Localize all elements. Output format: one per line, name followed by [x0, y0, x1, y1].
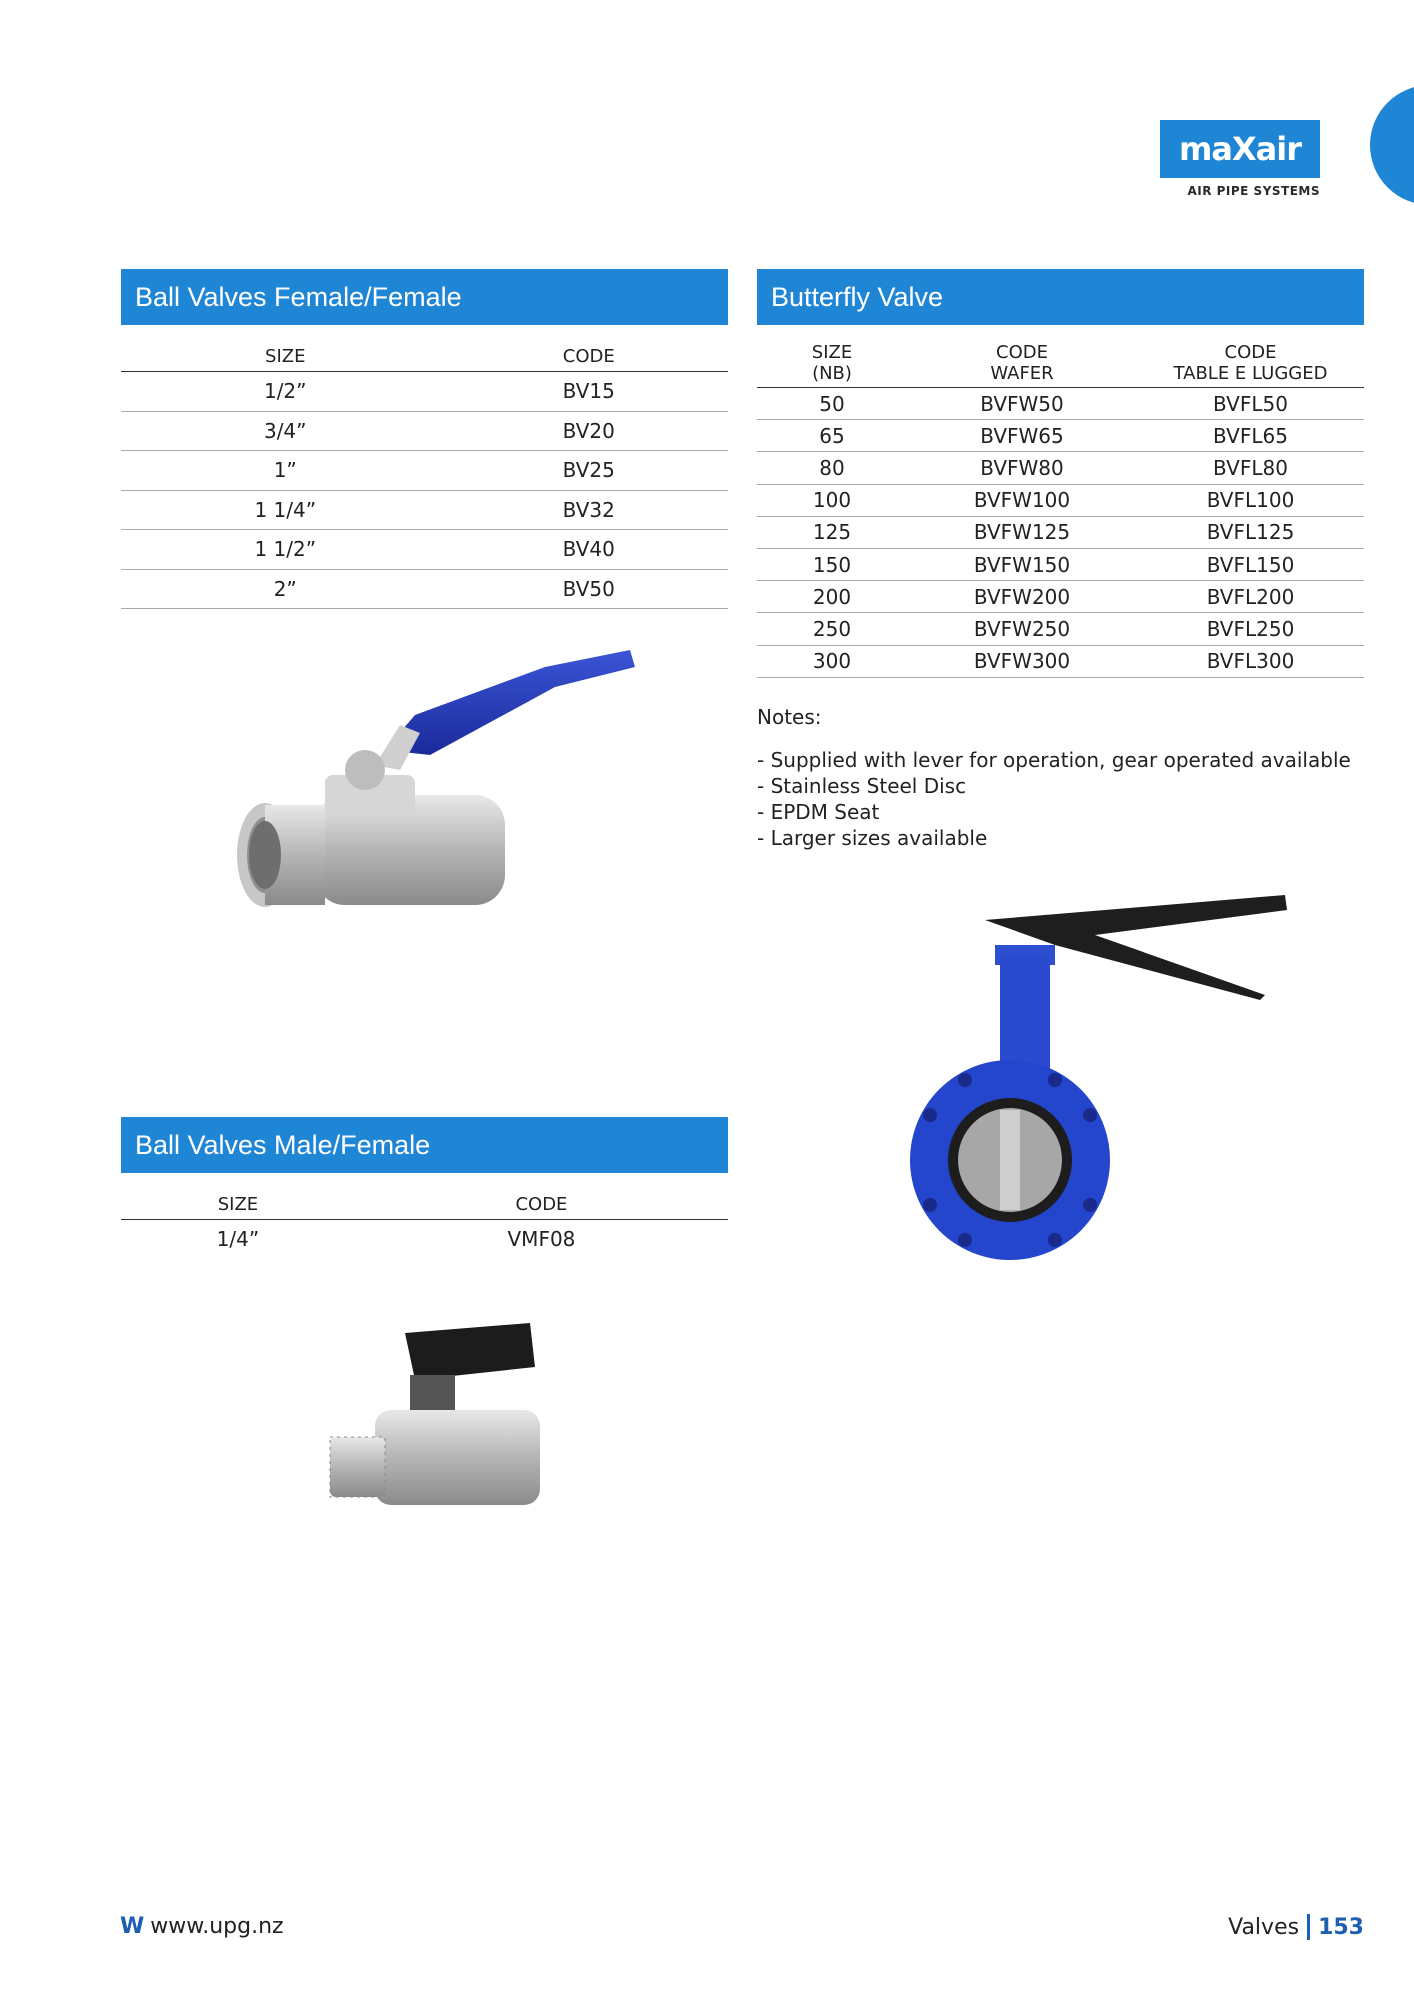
section-title-ball-valves-ff: Ball Valves Female/Female: [121, 269, 728, 325]
logo-tagline: AIR PIPE SYSTEMS: [1187, 184, 1320, 198]
table-header-row: [121, 1189, 728, 1220]
note-item: - Supplied with lever for operation, gear operated available: [757, 748, 1351, 772]
ball-valves-mf-table: [121, 1189, 728, 1259]
table-cell: BVFL65: [1137, 420, 1364, 452]
table-cell: 125: [757, 516, 907, 548]
table-cell: 250: [757, 613, 907, 645]
web-label: W: [120, 1914, 145, 1939]
website-link[interactable]: www.upg.nz: [150, 1914, 284, 1939]
table-cell: BV50: [450, 569, 728, 609]
note-item: - Larger sizes available: [757, 826, 988, 850]
table-row: [121, 569, 728, 609]
table-cell: 1 1/2”: [121, 530, 450, 570]
table-row: [121, 1220, 728, 1259]
section-title-butterfly-valve: Butterfly Valve: [757, 269, 1364, 325]
size-header: SIZE: [121, 1189, 355, 1220]
table-row: [121, 530, 728, 570]
table-cell: BVFL250: [1137, 613, 1364, 645]
code-wafer-header: [907, 339, 1137, 388]
table-cell: 3/4”: [121, 411, 450, 451]
footer-website: [120, 1914, 284, 1939]
table-row: [121, 411, 728, 451]
table-cell: BV20: [450, 411, 728, 451]
table-cell: 1/2”: [121, 372, 450, 412]
lugged-header-line2: TABLE E LUGGED: [1173, 363, 1328, 384]
table-cell: BVFL150: [1137, 548, 1364, 580]
table-cell: BVFW50: [907, 388, 1137, 420]
code-header-line1: CODE: [1224, 342, 1277, 363]
table-cell: 1 1/4”: [121, 490, 450, 530]
table-cell: BVFL125: [1137, 516, 1364, 548]
code-lugged-header: [1137, 339, 1364, 388]
size-header: SIZE: [121, 341, 450, 372]
code-header: CODE: [450, 341, 728, 372]
table-cell: BVFW300: [907, 645, 1137, 677]
table-cell: 300: [757, 645, 907, 677]
table-cell: 80: [757, 452, 907, 484]
size-header-line1: SIZE: [811, 342, 853, 363]
page-side-tab: [1370, 85, 1414, 205]
page-number: 153: [1318, 1914, 1364, 1940]
table-cell: BVFL100: [1137, 484, 1364, 516]
table-cell: BV25: [450, 451, 728, 491]
section-name: Valves: [1228, 1914, 1300, 1940]
table-cell: 100: [757, 484, 907, 516]
table-cell: BVFW150: [907, 548, 1137, 580]
maxair-logo: [1160, 120, 1320, 198]
logo-wordmark: maXair: [1160, 120, 1320, 178]
table-row: [757, 484, 1364, 516]
footer-page-info: [1228, 1914, 1364, 1940]
table-header-row: [757, 339, 1364, 388]
table-row: [757, 388, 1364, 420]
table-row: [121, 372, 728, 412]
code-header-line1: CODE: [996, 342, 1048, 363]
table-cell: BVFW125: [907, 516, 1137, 548]
butterfly-valve-table: [757, 339, 1364, 678]
wafer-header-line2: WAFER: [990, 363, 1054, 384]
table-row: [757, 581, 1364, 613]
table-cell: BVFL80: [1137, 452, 1364, 484]
table-cell: BV40: [450, 530, 728, 570]
butterfly-valve-image: [895, 890, 1295, 1280]
table-row: [121, 451, 728, 491]
table-row: [757, 452, 1364, 484]
table-header-row: [121, 341, 728, 372]
table-cell: BVFW80: [907, 452, 1137, 484]
note-item: - Stainless Steel Disc: [757, 774, 967, 798]
table-cell: 200: [757, 581, 907, 613]
notes-title: Notes:: [757, 705, 822, 729]
table-cell: 2”: [121, 569, 450, 609]
table-cell: BVFW250: [907, 613, 1137, 645]
table-row: [757, 548, 1364, 580]
table-cell: BVFL50: [1137, 388, 1364, 420]
mini-ball-valve-image: [320, 1315, 555, 1530]
table-cell: BV15: [450, 372, 728, 412]
table-cell: BVFL200: [1137, 581, 1364, 613]
table-cell: 65: [757, 420, 907, 452]
table-cell: 1”: [121, 451, 450, 491]
table-cell: VMF08: [507, 1227, 576, 1252]
table-cell: BV32: [450, 490, 728, 530]
table-row: [121, 490, 728, 530]
note-item: - EPDM Seat: [757, 800, 880, 824]
table-row: [757, 420, 1364, 452]
table-cell: 1/4”: [216, 1227, 260, 1252]
size-nb-header: [757, 339, 907, 388]
butterfly-notes: [757, 705, 1351, 851]
table-cell: 50: [757, 388, 907, 420]
table-row: [757, 613, 1364, 645]
table-cell: BVFW65: [907, 420, 1137, 452]
table-row: [757, 645, 1364, 677]
code-header: CODE: [355, 1189, 728, 1220]
table-row: [757, 516, 1364, 548]
ball-valves-ff-table: [121, 341, 728, 609]
footer-divider: [1307, 1914, 1310, 1940]
table-cell: 150: [757, 548, 907, 580]
table-cell: BVFL300: [1137, 645, 1364, 677]
ball-valve-image: [225, 645, 645, 930]
table-cell: BVFW200: [907, 581, 1137, 613]
table-cell: BVFW100: [907, 484, 1137, 516]
size-header-line2: (NB): [812, 363, 852, 384]
section-title-ball-valves-mf: Ball Valves Male/Female: [121, 1117, 728, 1173]
